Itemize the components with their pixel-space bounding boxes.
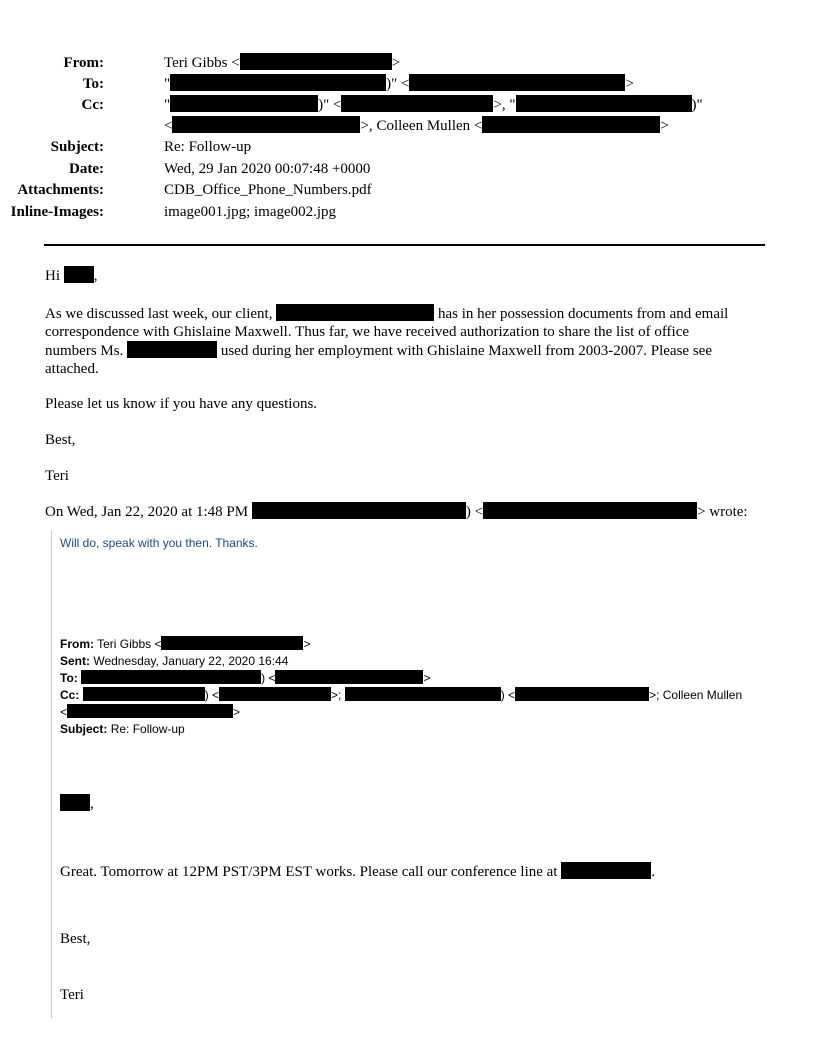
redaction — [81, 670, 261, 684]
signoff: Best, — [45, 432, 76, 448]
redaction — [482, 116, 660, 133]
quoted-body-text: Great. Tomorrow at 12PM PST/3PM EST works. Please call our conference line at — [60, 864, 558, 880]
paragraph-1 — [45, 304, 775, 378]
redaction — [341, 95, 493, 112]
redaction — [170, 74, 386, 91]
quote-wrote: > wrote: — [697, 504, 748, 520]
p1-text-d: numbers Ms. — [45, 343, 124, 359]
quoted-reply-text: Will do, speak with you then. Thanks. — [60, 536, 258, 550]
redaction — [170, 95, 318, 112]
redaction — [172, 116, 360, 133]
redaction — [240, 53, 392, 70]
cc-label: Cc: — [81, 97, 104, 113]
redaction — [64, 266, 94, 283]
redaction — [483, 502, 697, 519]
from-label: From: — [63, 55, 104, 71]
redaction — [276, 304, 434, 321]
quote-intro: On Wed, Jan 22, 2020 at 1:48 PM — [45, 504, 249, 520]
redaction — [127, 341, 217, 358]
header-divider — [44, 244, 765, 246]
paragraph-1-line-4: attached. — [45, 361, 99, 377]
quoted-subject-row — [60, 721, 185, 738]
quoted-subject-value: Re: Follow-up — [110, 722, 185, 736]
to-value: " )" < > — [164, 76, 634, 92]
redaction — [561, 862, 651, 879]
quoted-from-label: From: — [60, 637, 94, 651]
from-name: Teri Gibbs < — [164, 55, 240, 71]
signature: Teri — [45, 468, 69, 484]
greeting-line: Hi , — [45, 268, 98, 284]
redaction — [516, 95, 692, 112]
redaction — [275, 670, 423, 684]
redaction — [409, 74, 625, 91]
cc-value-continued: < >, Colleen Mullen < > — [164, 118, 669, 134]
quoted-sent-value: Wednesday, January 22, 2020 16:44 — [93, 654, 289, 668]
quoted-subject-label: Subject: — [60, 722, 108, 736]
quoted-from-row: From: Teri Gibbs < > — [60, 637, 311, 651]
redaction — [161, 636, 303, 650]
quoted-cc-name: Colleen Mullen — [662, 688, 743, 702]
attachments-label: Attachments: — [17, 182, 104, 198]
date-value: Wed, 29 Jan 2020 00:07:48 +0000 — [164, 161, 371, 177]
quoted-cc-row: Cc: ) < >; ) < >; Colleen Mullen — [60, 688, 743, 702]
inline-images-label: Inline-Images: — [10, 204, 104, 220]
date-label: Date: — [69, 161, 104, 177]
p1-text-a: As we discussed last week, our client, — [45, 306, 273, 322]
attachments-value[interactable]: CDB_Office_Phone_Numbers.pdf — [164, 182, 372, 198]
quoted-from-value: Teri Gibbs < — [97, 637, 162, 651]
redaction — [515, 687, 649, 701]
cc-value: " )" < >, " )" — [164, 97, 703, 113]
from-value: Teri Gibbs < > — [164, 55, 401, 71]
paragraph-1-line-3 — [45, 341, 775, 360]
redaction — [83, 687, 205, 701]
quote-intro-line: On Wed, Jan 22, 2020 at 1:48 PM ) < > wrote: — [45, 504, 748, 520]
quoted-sent-label: Sent: — [60, 654, 90, 668]
paragraph-2: Please let us know if you have any questions. — [45, 396, 318, 412]
quoted-sent-row — [60, 653, 288, 670]
subject-value: Re: Follow-up — [164, 139, 252, 155]
quoted-signature: Teri — [60, 987, 84, 1003]
quote-bar — [51, 531, 52, 1018]
redaction — [345, 687, 501, 701]
subject-label: Subject: — [50, 139, 104, 155]
to-label: To: — [82, 76, 104, 92]
paragraph-1-line-1 — [45, 304, 775, 323]
quoted-signoff: Best, — [60, 931, 91, 947]
p1-text-b: has in her possession documents from and email — [437, 306, 729, 322]
redaction — [252, 502, 466, 519]
cc-name: Colleen Mullen < — [376, 118, 483, 134]
quoted-cc-row-2: < > — [60, 705, 241, 719]
inline-images-value: image001.jpg; image002.jpg — [164, 204, 337, 220]
quoted-cc-label: Cc: — [60, 688, 80, 702]
redaction — [219, 687, 331, 701]
quoted-body-line: Great. Tomorrow at 12PM PST/3PM EST works. Please call our conference line at . — [60, 864, 655, 880]
paragraph-1-line-2: correspondence with Ghislaine Maxwell. Thus far, we have received authorization to share the list of office — [45, 324, 690, 340]
quoted-to-label: To: — [60, 671, 78, 685]
quoted-to-row: To: ) < > — [60, 671, 431, 685]
p1-text-e: used during her employment with Ghislaine Maxwell from 2003-2007. Please see — [220, 343, 712, 359]
quoted-greeting-line: , — [60, 794, 94, 813]
redaction — [60, 794, 90, 811]
greeting: Hi — [45, 268, 60, 284]
redaction — [67, 704, 233, 718]
